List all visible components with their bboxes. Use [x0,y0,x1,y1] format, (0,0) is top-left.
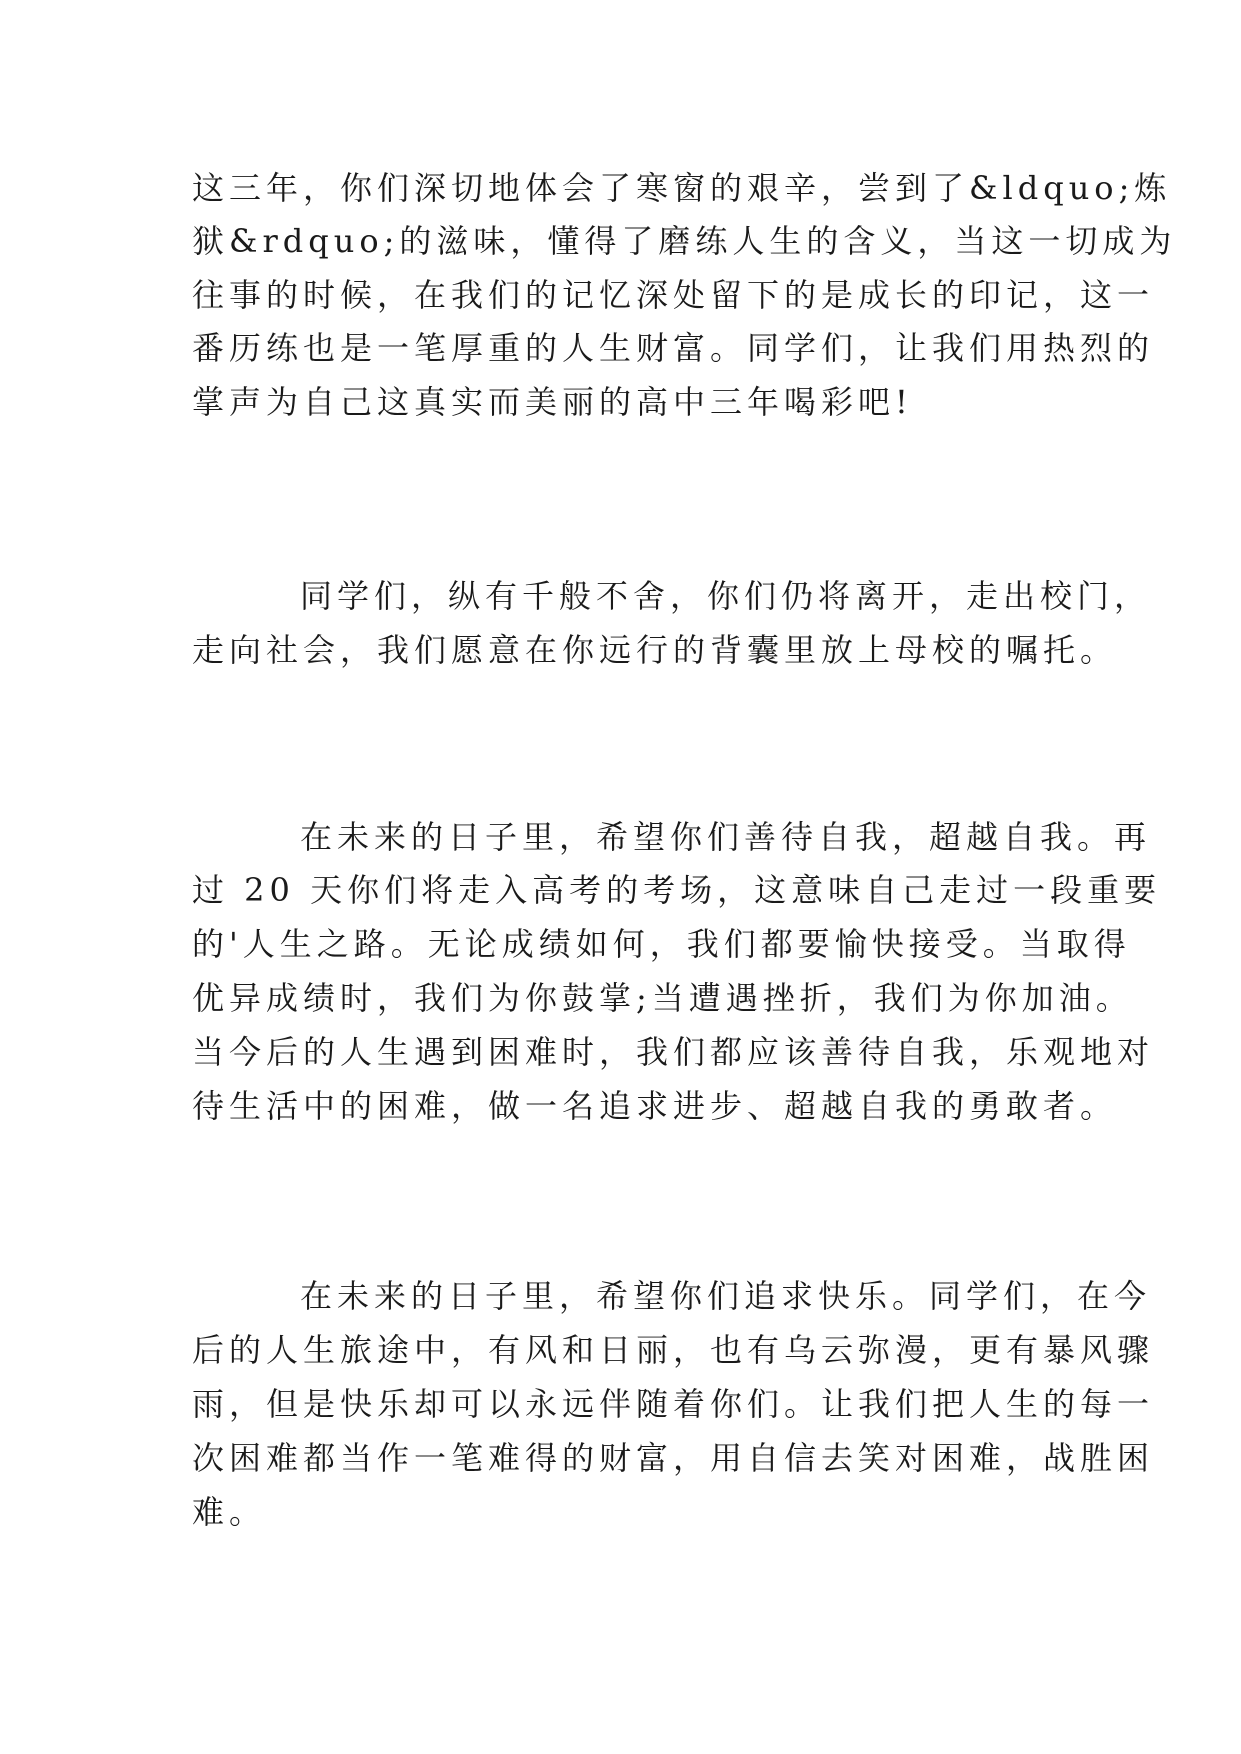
paragraph-3-line-5: 当今后的人生遇到困难时，我们都应该善待自我，乐观地对 [192,1033,1155,1071]
paragraph-4-line-1: 在未来的日子里，希望你们追求快乐。同学们，在今 [300,1277,1152,1315]
paragraph-1-line-3: 往事的时候，在我们的记忆深处留下的是成长的印记，这一 [192,276,1155,314]
paragraph-3-line-4: 优异成绩时，我们为你鼓掌;当遭遇挫折，我们为你加油。 [192,979,1133,1017]
paragraph-1-line-4: 番历练也是一笔厚重的人生财富。同学们，让我们用热烈的 [192,329,1155,367]
paragraph-1-line-1: 这三年，你们深切地体会了寒窗的艰辛，尝到了&ldquo;炼 [192,169,1172,207]
paragraph-4-line-4: 次困难都当作一笔难得的财富，用自信去笑对困难，战胜困 [192,1439,1155,1477]
paragraph-4-line-2: 后的人生旅途中，有风和日丽，也有乌云弥漫，更有暴风骤 [192,1331,1155,1369]
paragraph-4-line-5: 难。 [192,1493,267,1531]
paragraph-3-line-6: 待生活中的困难，做一名追求进步、超越自我的勇敢者。 [192,1087,1118,1125]
paragraph-3-line-3: 的'人生之路。无论成绩如何，我们都要愉快接受。当取得 [192,925,1131,963]
paragraph-1-line-5: 掌声为自己这真实而美丽的高中三年喝彩吧! [192,383,913,421]
paragraph-2-line-2: 走向社会，我们愿意在你远行的背囊里放上母校的嘱托。 [192,631,1118,669]
paragraph-4-line-3: 雨，但是快乐却可以永远伴随着你们。让我们把人生的每一 [192,1385,1155,1423]
paragraph-3-line-1: 在未来的日子里，希望你们善待自我，超越自我。再 [300,818,1152,856]
paragraph-1-line-2: 狱&rdquo;的滋味，懂得了磨练人生的含义，当这一切成为 [192,222,1177,260]
paragraph-2-line-1: 同学们，纵有千般不舍，你们仍将离开，走出校门， [300,577,1152,615]
paragraph-3-line-2: 过 20 天你们将走入高考的考场，这意味自己走过一段重要 [192,871,1162,909]
